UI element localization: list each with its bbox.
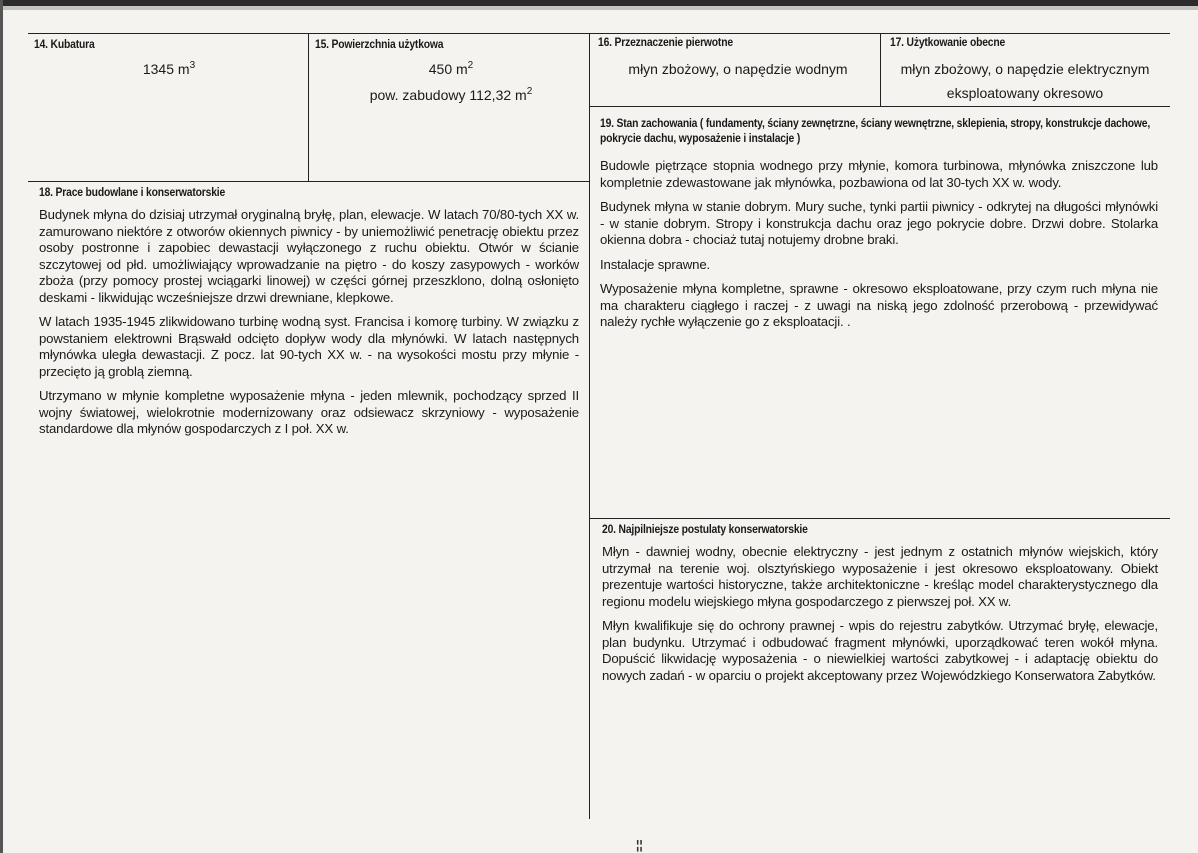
uzytkowanie-value2: eksploatowany okresowo (946, 85, 1104, 101)
grid-vline-2 (589, 33, 590, 819)
postulaty-paragraph: Młyn - dawniej wodny, obecnie elektryczny - jest jednym z ostatnich młynów wiejskich, który utrzymał na terenie woj. olsztyńskiego wyposażenie i jest okresowo eksploatowany. Obiekt prezentuje wartości historyczne, także architektoniczne - kreśląc model charakterystycznego dla regionu modelu wiejskiego młyna gospodarczego z pierwszej poł. XX w. (602, 544, 1158, 609)
kubatura-value: 1345 $m^3$ (142, 60, 196, 77)
scan-top-shadow (0, 6, 1198, 10)
postulaty-paragraph: Młyn kwalifikuje się do ochrony prawnej - wpis do rejestru zabytków. Utrzymać bryłę, elewacje, plan budynku. Utrzymać i odbudować fragment młynówki, uporządkować teren wokół młyna. Dopuścić likwidację wyposażenia - o niewielkiej wartości zabytkowej - i adaptację obiektu do nowych zadań - w oparciu o projekt akceptowany przez Wojewódzkiego Konserwatora Zabytków. (602, 618, 1158, 683)
cell-uzytkowanie (890, 37, 1168, 105)
scan-left-edge (0, 0, 3, 853)
prace-paragraph: W latach 1935-1945 zlikwidowano turbinę wodną syst. Francisa i komorę turbiny. W związku z powstaniem elektrowni Brąswałd odcięto dopływ wody dla młynówki. W latach następnych młynówka uległa dewastacji. Z pocz. lat 90-tych XX w. - na wysokości mostu przy młynie - przecięto ją groblą ziemną. (39, 314, 579, 379)
cell-postulaty (602, 524, 1158, 824)
grid-line-19 (590, 106, 1170, 107)
przeznaczenie-heading: 16. Przeznaczenie pierwotne (598, 37, 733, 49)
grid-line-18 (28, 181, 590, 182)
cell-stan-zachowania (600, 117, 1158, 515)
stan-paragraph: Instalacje sprawne. (600, 256, 711, 272)
cell-prace-budowlane (39, 187, 579, 807)
stan-paragraph: Budowle piętrzące stopnia wodnego przy młynie, komora turbinowa, młynówka zniszczone lub kompletnie zdewastowane jak młynówka, pozbawiona od lat 30-tych XX w. wody. (600, 158, 1158, 190)
cell-przeznaczenie (598, 37, 878, 105)
grid-line-20 (590, 518, 1170, 519)
scan-binding-mark: ¦¦ (636, 838, 643, 852)
grid-vline-1 (308, 33, 309, 181)
cell-powierzchnia (315, 39, 587, 179)
przeznaczenie-value: młyn zbożowy, o napędzie wodnym (628, 61, 848, 77)
prace-paragraph: Utrzymano w młynie kompletne wyposażenie młyna - jeden mlewnik, pochodzący sprzed II wojny światowej, wielokrotnie modernizowany oraz odsiewacz skrzyniowy - wyposażenie standardowe dla młynów gospodarczych z I poł. XX w. (39, 388, 579, 436)
grid-vline-3 (880, 33, 881, 106)
stan-paragraph: Wyposażenie młyna kompletne, sprawne - okresowo eksploatowane, przy czym ruch młyna nie ma charakteru ciągłego i raczej - z uwagi na niską jego zdolność przerobową - przewidywać należy rychłe wyłączenie go z eksploatacji. . (600, 281, 1158, 329)
powierzchnia-zabudowy: pow. zabudowy 112,32 $m^2$ (369, 86, 533, 103)
postulaty-body (602, 544, 1158, 684)
uzytkowanie-heading: 17. Użytkowanie obecne (890, 37, 1006, 49)
powierzchnia-heading: 15. Powierzchnia użytkowa (315, 39, 444, 51)
stan-heading: 19. Stan zachowania ( fundamenty, ściany zewnętrzne, ściany wewnętrzne, sklepienia, stropy, konstrukcje dachowe, pokrycie dachu, wyposażenie i instalacje ) (600, 118, 1151, 145)
cell-kubatura (34, 39, 304, 179)
postulaty-heading: 20. Najpilniejsze postulaty konserwatorskie (602, 524, 808, 536)
stan-paragraph: Budynek młyna w stanie dobrym. Mury suche, tynki partii piwnicy - odkrytej na długości młynówki - w stanie dobrym. Stropy i konstrukcja dachu oraz jego pokrycie dobre. Drzwi dobre. Stolarka okienna dobra - chociaż tutaj notujemy drobne braki. (600, 199, 1158, 247)
uzytkowanie-value: młyn zbożowy, o napędzie elektrycznym (900, 61, 1150, 77)
stan-body (600, 158, 1158, 331)
prace-paragraph: Budynek młyna do dzisiaj utrzymał oryginalną bryłę, plan, elewacje. W latach 70/80-tych XX w. zamurowano niektóre z otworów okiennych piwnicy - by uniemożliwić penetrację obiektu przez osoby postronne i zapobiec dewastacji wyłączonego z ruchu obiektu. Otwór w ścianie szczytowej od płd. umożliwiający wprowadzanie na piętro - do koszy zasypowych - worków zboża (przy pomocy prostej wciągarki linowej) w części górnej przeszklono, dolną osłonięto deskami - likwidując wcześniejsze drzwi drewniane, klepkowe. (39, 207, 579, 305)
kubatura-heading: 14. Kubatura (34, 39, 95, 51)
powierzchnia-value: 450 $m^2$ (428, 60, 474, 77)
prace-body (39, 207, 579, 438)
grid-top-line (28, 33, 1170, 34)
prace-heading: 18. Prace budowlane i konserwatorskie (39, 187, 226, 199)
